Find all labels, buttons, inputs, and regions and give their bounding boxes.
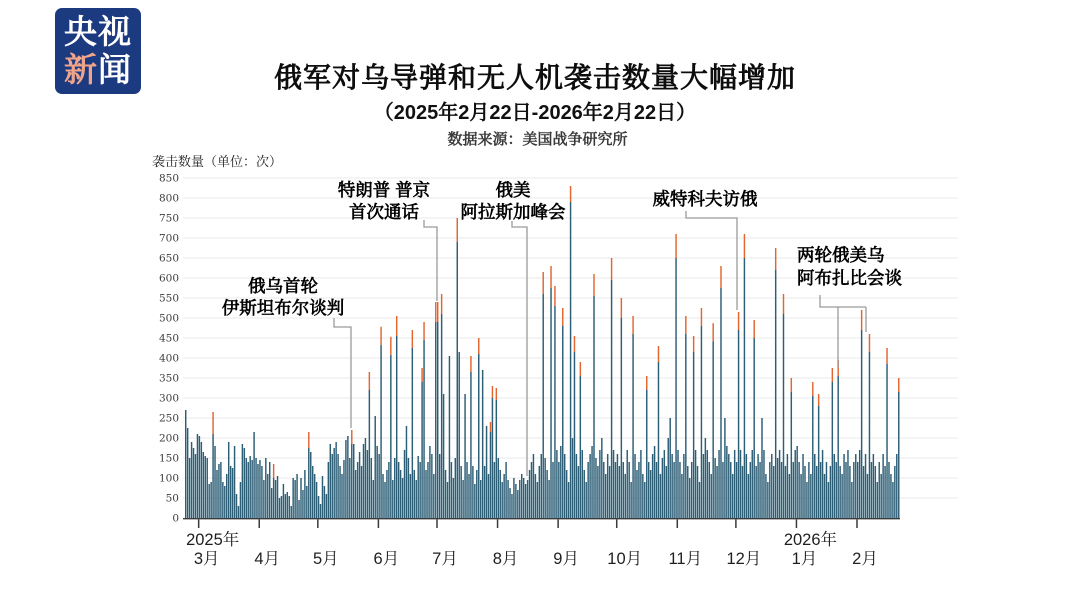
svg-text:250: 250	[158, 412, 179, 425]
svg-text:12月: 12月	[726, 550, 762, 568]
svg-text:5月: 5月	[312, 550, 339, 568]
svg-text:伊斯坦布尔谈判: 伊斯坦布尔谈判	[221, 298, 345, 318]
svg-text:750: 750	[158, 212, 179, 225]
svg-text:150: 150	[158, 452, 179, 465]
logo-row-2: 新闻	[64, 51, 132, 88]
svg-text:8月: 8月	[492, 550, 519, 568]
svg-text:2025年: 2025年	[186, 531, 240, 549]
date-range-subtitle: （2025年2月22日-2026年2月22日）	[373, 102, 697, 124]
svg-text:700: 700	[158, 232, 179, 245]
svg-text:两轮俄美乌: 两轮俄美乌	[797, 245, 885, 265]
svg-text:威特科夫访俄: 威特科夫访俄	[652, 189, 758, 209]
logo-row-1: 央视	[64, 13, 132, 50]
svg-text:10月: 10月	[607, 550, 643, 568]
svg-text:200: 200	[158, 432, 179, 445]
data-source-label: 数据来源：美国战争研究所	[447, 131, 628, 148]
svg-text:800: 800	[158, 192, 179, 205]
svg-text:100: 100	[158, 472, 179, 485]
svg-text:600: 600	[158, 272, 179, 285]
svg-text:50: 50	[165, 492, 179, 505]
svg-text:特朗普 普京: 特朗普 普京	[337, 180, 431, 200]
svg-text:550: 550	[158, 292, 179, 305]
logo-accent-char: 新	[64, 51, 98, 88]
svg-text:500: 500	[158, 312, 179, 325]
y-axis-title: 袭击数量（单位：次）	[152, 154, 283, 169]
svg-text:11月: 11月	[668, 550, 703, 568]
svg-text:850: 850	[158, 172, 179, 185]
svg-text:6月: 6月	[373, 550, 400, 568]
svg-text:350: 350	[158, 372, 179, 385]
svg-text:450: 450	[158, 332, 179, 345]
svg-text:俄乌首轮: 俄乌首轮	[248, 276, 318, 296]
svg-text:4月: 4月	[254, 550, 281, 568]
svg-text:阿布扎比会谈: 阿布扎比会谈	[797, 268, 902, 288]
page-title: 俄军对乌导弹和无人机袭击数量大幅增加	[273, 62, 796, 93]
svg-text:9月: 9月	[553, 550, 579, 568]
svg-text:2026年: 2026年	[783, 531, 838, 549]
svg-text:0: 0	[172, 512, 179, 525]
svg-text:2月: 2月	[852, 550, 878, 568]
svg-text:3月: 3月	[193, 550, 220, 568]
svg-text:阿拉斯加峰会: 阿拉斯加峰会	[460, 202, 566, 222]
svg-text:400: 400	[158, 352, 179, 365]
svg-text:7月: 7月	[432, 550, 458, 568]
svg-text:300: 300	[158, 392, 179, 405]
svg-text:1月: 1月	[791, 550, 818, 568]
svg-text:俄美: 俄美	[495, 180, 531, 200]
svg-text:650: 650	[158, 252, 179, 265]
svg-text:首次通话: 首次通话	[349, 202, 419, 222]
